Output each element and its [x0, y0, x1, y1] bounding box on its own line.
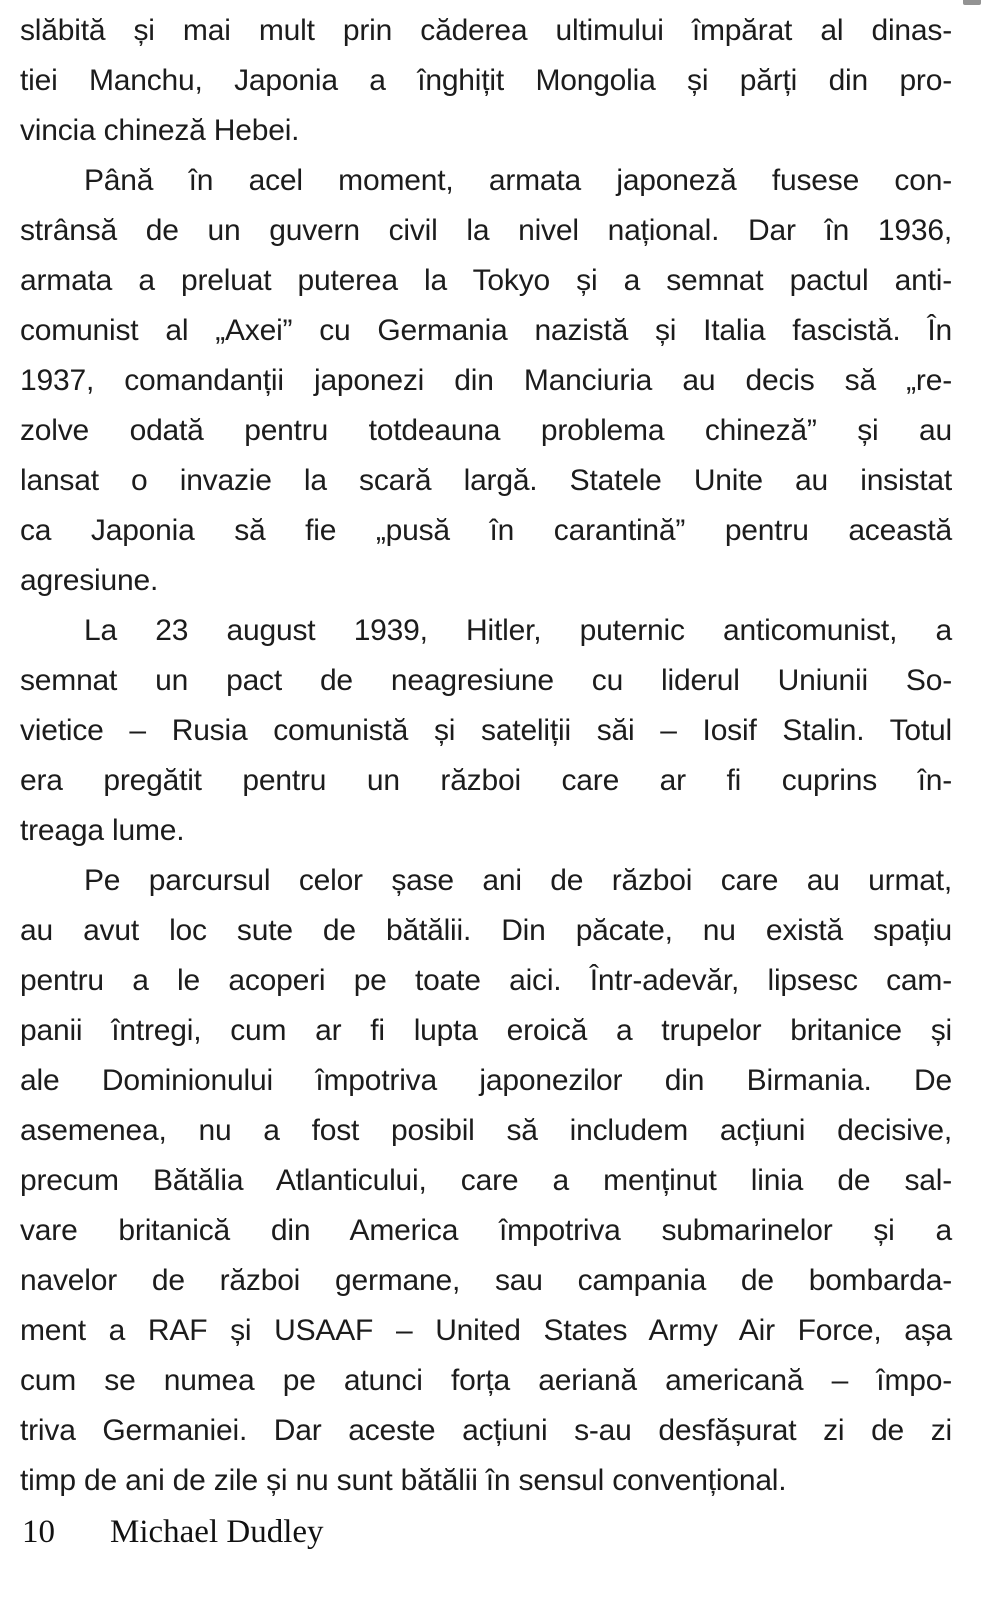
- text-line: Până în acel moment, armata japoneză fusese con-: [84, 164, 952, 197]
- text-line: La 23 august 1939, Hitler, puternic anticomunist, a: [84, 614, 952, 647]
- text-line: treaga lume.: [20, 814, 185, 847]
- text-line: navelor de război germane, sau campania de bombarda-: [20, 1264, 952, 1297]
- text-line: tiei Manchu, Japonia a înghițit Mongolia și părți din pro-: [20, 64, 952, 97]
- text-line: 1937, comandanții japonezi din Manciuria au decis să „re-: [20, 364, 952, 397]
- text-line: semnat un pact de neagresiune cu liderul Uniunii So-: [20, 664, 952, 697]
- text-line: ment a RAF și USAAF – United States Army Air Force, așa: [20, 1314, 952, 1347]
- text-line: armata a preluat puterea la Tokyo și a semnat pactul anti-: [20, 264, 952, 297]
- footer-author: Michael Dudley: [110, 1514, 324, 1550]
- text-line: triva Germaniei. Dar aceste acțiuni s-au desfășurat zi de zi: [20, 1414, 952, 1447]
- text-line: pentru a le acoperi pe toate aici. Într-adevăr, lipsesc cam-: [20, 964, 952, 997]
- text-line: panii întregi, cum ar fi lupta eroică a trupelor britanice și: [20, 1014, 952, 1047]
- text-line: strânsă de un guvern civil la nivel național. Dar în 1936,: [20, 214, 952, 247]
- text-line: ale Dominionului împotriva japonezilor din Birmania. De: [20, 1064, 952, 1097]
- text-line: au avut loc sute de bătălii. Din păcate, nu există spațiu: [20, 914, 952, 947]
- text-line: slăbită și mai mult prin căderea ultimului împărat al dinas-: [20, 14, 952, 47]
- text-line: timp de ani de zile și nu sunt bătălii în sensul convențional.: [20, 1464, 787, 1497]
- text-line: zolve odată pentru totdeauna problema chineză” și au: [20, 414, 952, 447]
- text-line: precum Bătălia Atlanticului, care a menținut linia de sal-: [20, 1164, 952, 1197]
- text-line: ca Japonia să fie „pusă în carantină” pentru această: [20, 514, 952, 547]
- text-line: vare britanică din America împotriva submarinelor și a: [20, 1214, 952, 1247]
- text-line: lansat o invazie la scară largă. Statele Unite au insistat: [20, 464, 952, 497]
- text-line: asemenea, nu a fost posibil să includem acțiuni decisive,: [20, 1114, 952, 1147]
- text-line: cum se numea pe atunci forța aeriană americană – împo-: [20, 1364, 952, 1397]
- text-line: Pe parcursul celor șase ani de război care au urmat,: [84, 864, 952, 897]
- text-line: agresiune.: [20, 564, 159, 597]
- text-line: comunist al „Axei” cu Germania nazistă și Italia fascistă. În: [20, 314, 952, 347]
- page-footer: [22, 1508, 324, 1556]
- page-edge-artifact: [963, 0, 981, 5]
- text-line: era pregătit pentru un război care ar fi cuprins în-: [20, 764, 952, 797]
- text-line: vincia chineză Hebei.: [20, 114, 300, 147]
- body-text: [20, 6, 952, 1506]
- text-line: vietice – Rusia comunistă și sateliții săi – Iosif Stalin. Totul: [20, 714, 952, 747]
- page-number: 10: [22, 1514, 55, 1550]
